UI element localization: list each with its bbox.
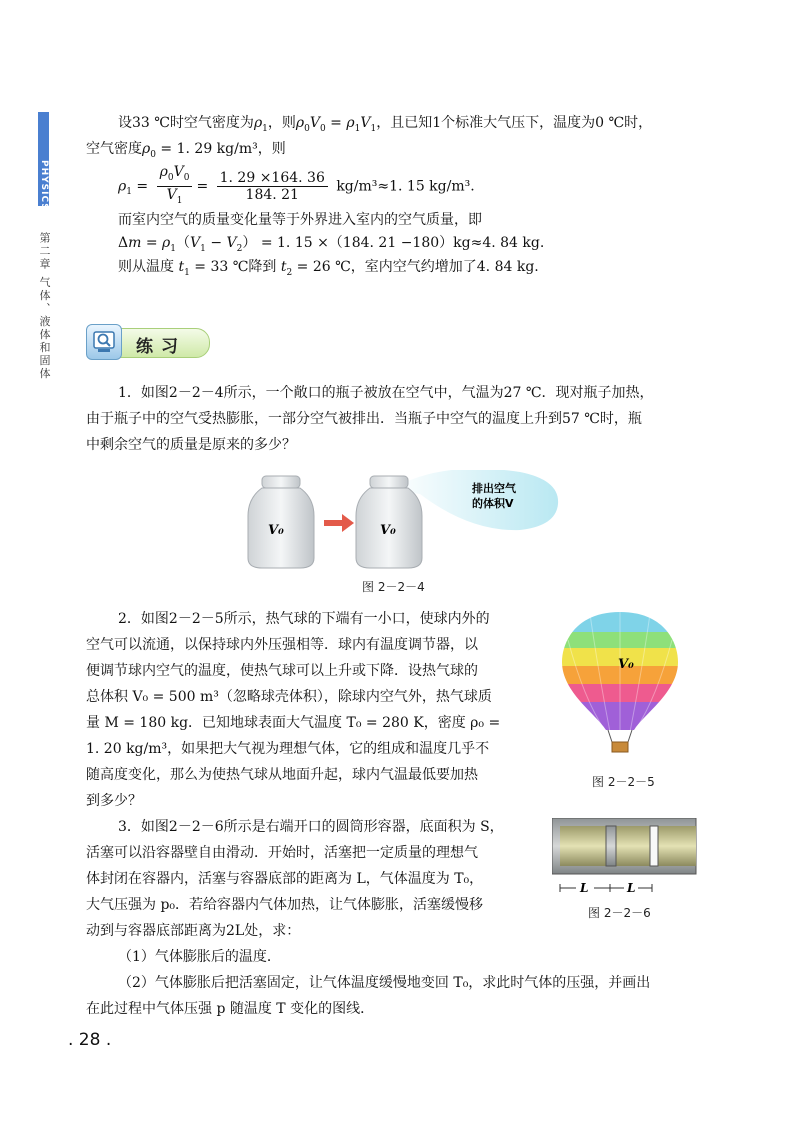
piston [650, 826, 658, 866]
jar-right-label: V₀ [380, 523, 396, 538]
problem-3-line-2: 活塞可以沿容器壁自由滑动．开始时，活塞把一定质量的理想气 [86, 845, 478, 861]
practice-title: 练习 [136, 337, 186, 357]
problem-1-line-3: 中剩余空气的质量是原来的多少？ [86, 437, 296, 453]
problem-1-line-1: 1．如图2－2－4所示，一个敞口的瓶子被放在空气中，气温为27 ℃．现对瓶子加热， [118, 385, 654, 401]
problem-3-line-5: 动到与容器底部距离为2L处，求： [86, 923, 301, 939]
problem-2-line-5: 量 M = 180 kg．已知地球表面大气温度 T₀ = 280 K，密度 ρ₀ = [86, 715, 501, 731]
problem-2-line-4: 总体积 V₀ = 500 m³（忽略球壳体积），除球内空气外，热气球质 [86, 689, 492, 705]
solution-line-6: 则从温度 $t_1 = 33$ ℃降到 $t_2 = 26$ ℃，室内空气约增加了4. 84 kg. [118, 259, 539, 278]
problem-2-line-3: 便调节球内空气的温度，使热气球可以上升或下降．设热气球的 [86, 663, 478, 679]
solution-line-2: 空气密度$\rho_0 = 1$. 29 kg/m³，则 [86, 141, 286, 160]
problem-3-line-1: 3．如图2－2－6所示是右端开口的圆筒形容器，底面积为 S， [118, 819, 504, 835]
solution-line-1: 设33 ℃时空气密度为$\rho_1$，则$\rho_0V_0 = \rho_1V_1$，且已知1个标准大气压下，温度为0 ℃时， [118, 115, 653, 134]
practice-section-header [86, 324, 211, 360]
arrow-right-icon [324, 514, 354, 532]
cloud-text-2: 的体积V [472, 497, 514, 510]
problem-3-line-7: （2）气体膨胀后把活塞固定，让气体温度缓慢地变回 T₀，求此时气体的压强，并画出 [118, 975, 651, 991]
jar-left [248, 476, 314, 568]
problem-2-line-7: 随高度变化，那么为使热气球从地面升起，球内气温最低要加热 [86, 767, 478, 783]
figure-2-2-5 [560, 610, 680, 755]
figure-2-2-4-caption: 图 2－2－4 [362, 580, 425, 594]
problem-3-line-8: 在此过程中气体压强 p 随温度 T 变化的图线． [86, 1001, 375, 1017]
length-label-1: L [580, 881, 589, 895]
cloud-text-1: 排出空气 [472, 482, 516, 495]
figure-2-2-5-caption: 图 2－2－5 [592, 775, 655, 789]
solution-line-5: $\Delta m = \rho_1(V_1 - V_2) = 1$. 15 ×（184. 21 −180）kg≈4. 84 kg. [118, 235, 545, 254]
container-gas [560, 826, 696, 866]
problem-3-line-6: （1）气体膨胀后的温度． [118, 949, 281, 965]
piston-mark-1 [606, 826, 616, 866]
solution-line-4: 而室内空气的质量变化量等于外界进入室内的空气质量，即 [118, 212, 482, 228]
figure-2-2-6-caption: 图 2－2－6 [588, 906, 651, 920]
figure-2-2-4 [240, 470, 560, 575]
page-number: . 28 . [68, 1030, 112, 1050]
problem-2-line-6: 1. 20 kg/m³，如果把大气视为理想气体，它的组成和温度几乎不 [86, 741, 490, 757]
problem-2-line-1: 2．如图2－2－5所示，热气球的下端有一小口，使球内外的 [118, 611, 490, 627]
solution-line-3: $\rho_1$ = $\frac{\rho_0V_0}{V_1}$ = $\frac{1. 29 \times 164. 36}{184. 21}$ kg/m³≈1. 15 kg/m³. [118, 164, 475, 206]
length-label-2: L [627, 881, 636, 895]
problem-1-line-2: 由于瓶子中的空气受热膨胀，一部分空气被排出．当瓶子中空气的温度上升到57 ℃时，瓶 [86, 411, 642, 427]
problem-3-line-3: 体封闭在容器内，活塞与容器底部的距离为 L，气体温度为 T₀， [86, 871, 484, 887]
magnifier-icon [86, 324, 122, 360]
physics-side-logo: PHYSICS [39, 160, 49, 211]
figure-2-2-6 [552, 818, 698, 902]
jar-left-label: V₀ [268, 523, 284, 538]
chapter-label: 第二章 气体、液体和固体 [38, 232, 51, 381]
balloon-label: V₀ [618, 657, 634, 672]
balloon-basket [612, 742, 628, 752]
problem-2-line-8: 到多少？ [86, 793, 142, 809]
problem-3-line-4: 大气压强为 p₀．若给容器内气体加热，让气体膨胀，活塞缓慢移 [86, 897, 484, 913]
problem-2-line-2: 空气可以流通，以保持球内外压强相等．球内有温度调节器，以 [86, 637, 478, 653]
